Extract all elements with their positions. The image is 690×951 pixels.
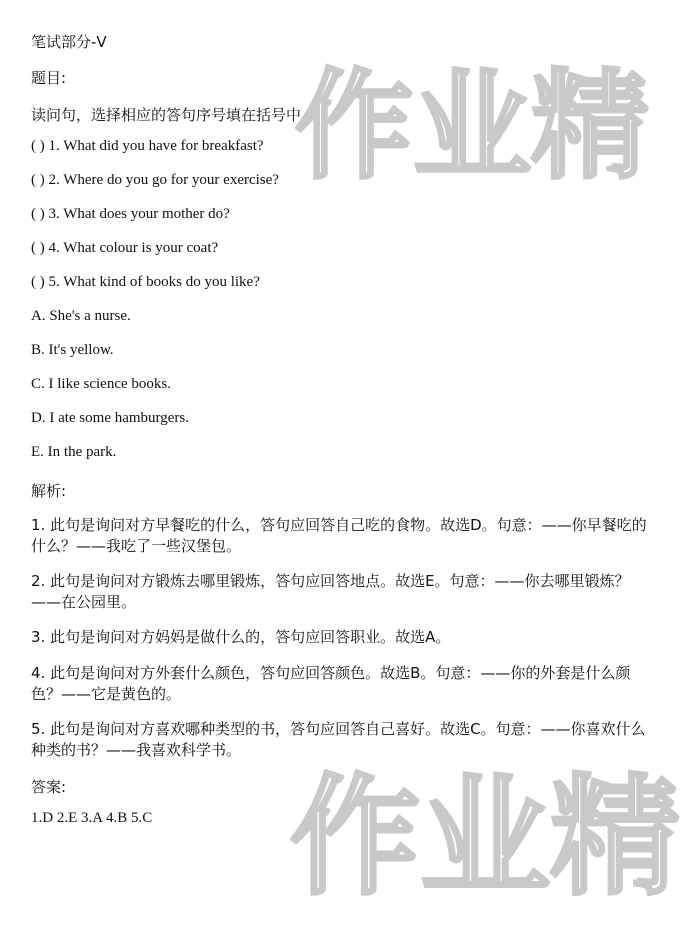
option-a: A. She's a nurse.	[31, 308, 131, 324]
option-d: D. I ate some hamburgers.	[31, 410, 190, 426]
question-instruction: 读问句，选择相应的答句序号填在括号中。	[31, 106, 317, 124]
question-item-5: ( ) 5. What kind of books do you like?	[31, 274, 260, 290]
analysis-label: 解析:	[31, 482, 67, 500]
answer-text: 1.D 2.E 3.A 4.B 5.C	[31, 810, 153, 826]
analysis-item-3: 3. 此句是询问对方妈妈是做什么的，答句应回答职业。故选A。	[31, 628, 451, 646]
analysis-item-1: 1. 此句是询问对方早餐吃的什么，答句应回答自己吃的食物。故选D。句意：——你早餐吃的什么？——我吃了一些汉堡包。	[31, 516, 647, 555]
question-label: 题目:	[31, 69, 67, 87]
analysis-item-4: 4. 此句是询问对方外套什么颜色，答句应回答颜色。故选B。句意：——你的外套是什么颜色？——它是黄色的。	[31, 664, 631, 703]
document-title: 笔试部分-V	[31, 33, 107, 51]
watermark-logo-bottom	[290, 758, 690, 908]
watermark-logo-top	[295, 55, 690, 190]
question-item-4: ( ) 4. What colour is your coat?	[31, 240, 219, 256]
question-item-3: ( ) 3. What does your mother do?	[31, 206, 230, 222]
watermark-text-top: 作业精	[295, 57, 650, 190]
analysis-item-5: 5. 此句是询问对方喜欢哪种类型的书，答句应回答自己喜好。故选C。句意：——你喜欢什么种类的书？——我喜欢科学书。	[31, 720, 646, 759]
option-b: B. It's yellow.	[31, 342, 114, 358]
question-item-1: ( ) 1. What did you have for breakfast?	[31, 138, 264, 154]
option-e: E. In the park.	[31, 444, 117, 460]
answer-label: 答案:	[31, 778, 67, 796]
question-item-2: ( ) 2. Where do you go for your exercise?	[31, 172, 279, 188]
watermark-text-bottom: 作业精	[290, 761, 681, 908]
option-c: C. I like science books.	[31, 376, 171, 392]
analysis-item-2: 2. 此句是询问对方锻炼去哪里锻炼，答句应回答地点。故选E。句意：——你去哪里锻炼？——在公园里。	[31, 572, 630, 611]
